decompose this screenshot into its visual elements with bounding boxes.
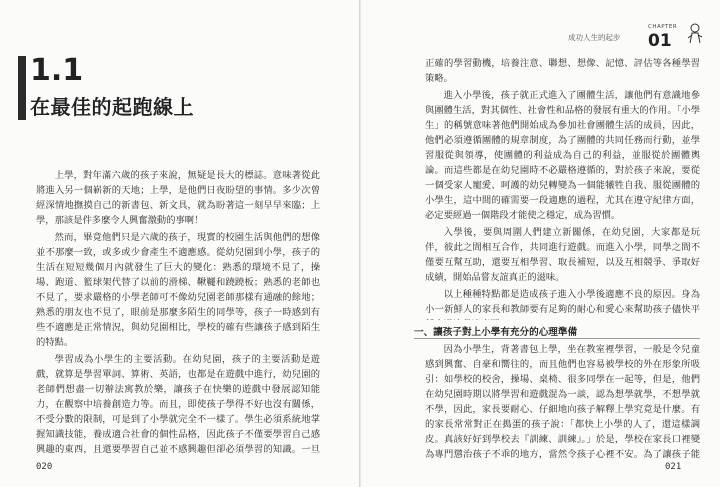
page-number-left: 020 [36,462,53,472]
chapter-number: 01 [648,31,672,51]
right-body-text [425,56,700,320]
left-page [0,0,359,487]
paragraph: 進入小學後，孩子就正式進入了團體生活，讓他們有意識地參與團體生活，對其個性、社會性和品格的發展有重大的作用。「小學生」的稱號意味著他們開始成為參加社會團體生活的成員，因此，他們必須遵循團體的規章制度，為了團體的共同任務而行動，並學習服從與領導，使團體的利益成為自己的利益，並服從於團體輿論。而這些都是在幼兒園時不必嚴格遵循的，對於孩子來說，要從一個受家人寵愛、呵護的幼兒轉變為一個能犧牲自我、服從團體的小學生，這中間的確需要一段適應的過程，尤其在遵守紀律方面，必定要經過一個階段才能使之穩定，成為習慣。 [425,90,700,221]
right-body-text-2 [425,342,700,459]
subheading-rule [414,338,700,339]
paragraph: 因為小學生，背著書包上學，坐在教室裡學習，一般是令兒童感到興奮、自豪和嚮往的，而且他們也容易被學校的外在形象所吸引：如學校的校舍，操場、桌椅、很多同學在一起等，但是，他們在幼兒園時期以將學習和遊戲混為一談，認為想學就學，不想學就不學，因此，家長要耐心、仔細地向孩子解釋上學究竟是什麼。有的家長常常對正在搗蛋的孩子說：「都快上小學的人了，還這樣調皮。真該好好到學校去『訓練、訓練』。」於是，學校在家長口裡變為專門懲治孩子不乖的地方，當然令孩子心裡不安。為了讓孩子能 [425,344,700,459]
left-body-text [36,168,320,456]
section-number: 1.1 [30,53,84,88]
paragraph: 學習成為小學生的主要活動。在幼兒園，孩子的主要活動是遊戲，就算是學習單詞、算術、英語，也都是在遊戲中進行，幼兒園的老師們想盡一切辦法寓教於樂，讓孩子在快樂的遊戲中發展認知能力，在觀察中培養創造力等。而且，即使孩子學得不好也沒有關係，不受分數的限制，可是到了小學就完全不一樣了。學生必須系統地掌握知識技能，養成適合社會的個性品格，因此孩子不僅要學習自己感興趣的東西，且還要學習自己並不感興趣但卻必須學習的知識。一旦 [36,354,320,455]
chapter-marker [648,24,688,54]
paragraph: 上學，對年滿六歲的孩子來說，無疑是長大的標誌。意味著從此將進入另一個嶄新的天地；上學，是他們日夜盼望的事情。多少次曾經深情地撫摸自己的新書包、新文具，就為盼著這一刻早早來臨；上學，那該是件多麼令人興奮激動的事啊！ [36,170,320,226]
paragraph: 以上種種特點都是造成孩子進入小學後適應不良的原因。身為小一新鮮人的家長和教師要有足夠的耐心和愛心來幫助孩子儘快平 [425,289,700,315]
paragraph: 然而，畢竟他們只是六歲的孩子，現實的校園生活與他們的想像並不那麼一致，或多或少會產生不適應感。從幼兒園到小學，孩子的生活在短短幾個月內就發生了巨大的變化：熟悉的環境不見了，操場、跑道、籃球架代替了以前的滑梯、鞦韆和蹺蹺板；熟悉的老師也不見了，要求嚴格的小學老師可不像幼兒園老師那樣有通融的餘地；熟悉的朋友也不見了，眼前是那麼多陌生的同學等，孩子一時感到有些不適應是正常情況，與幼兒園相比，學校的確有些讓孩子感到陌生的特點。 [36,232,320,348]
page-number-right: 021 [665,462,682,472]
paragraph: 正確的學習動機，培養注意、聯想、想像、記憶、評估等各種學習策略。 [425,58,700,84]
child-illustration-icon [686,22,704,44]
chapter-label: CHAPTER [648,24,678,30]
running-head: 成功人生的起步 [568,33,621,42]
section-title: 在最佳的起跑線上 [30,95,194,119]
section-accent-bar [18,56,26,120]
subheading: 一、讓孩子對上小學有充分的心理準備 [414,327,578,338]
paragraph: 入學後，要與周圍人們建立新關係，在幼兒園，大家都是玩伴，彼此之間相互合作，共同進行遊戲。而進入小學，同學之間不僅要互幫互助，還要互相學習、取長補短，以及互相競爭、爭取好成績，開始品嘗友誼真正的滋味。 [425,227,700,283]
